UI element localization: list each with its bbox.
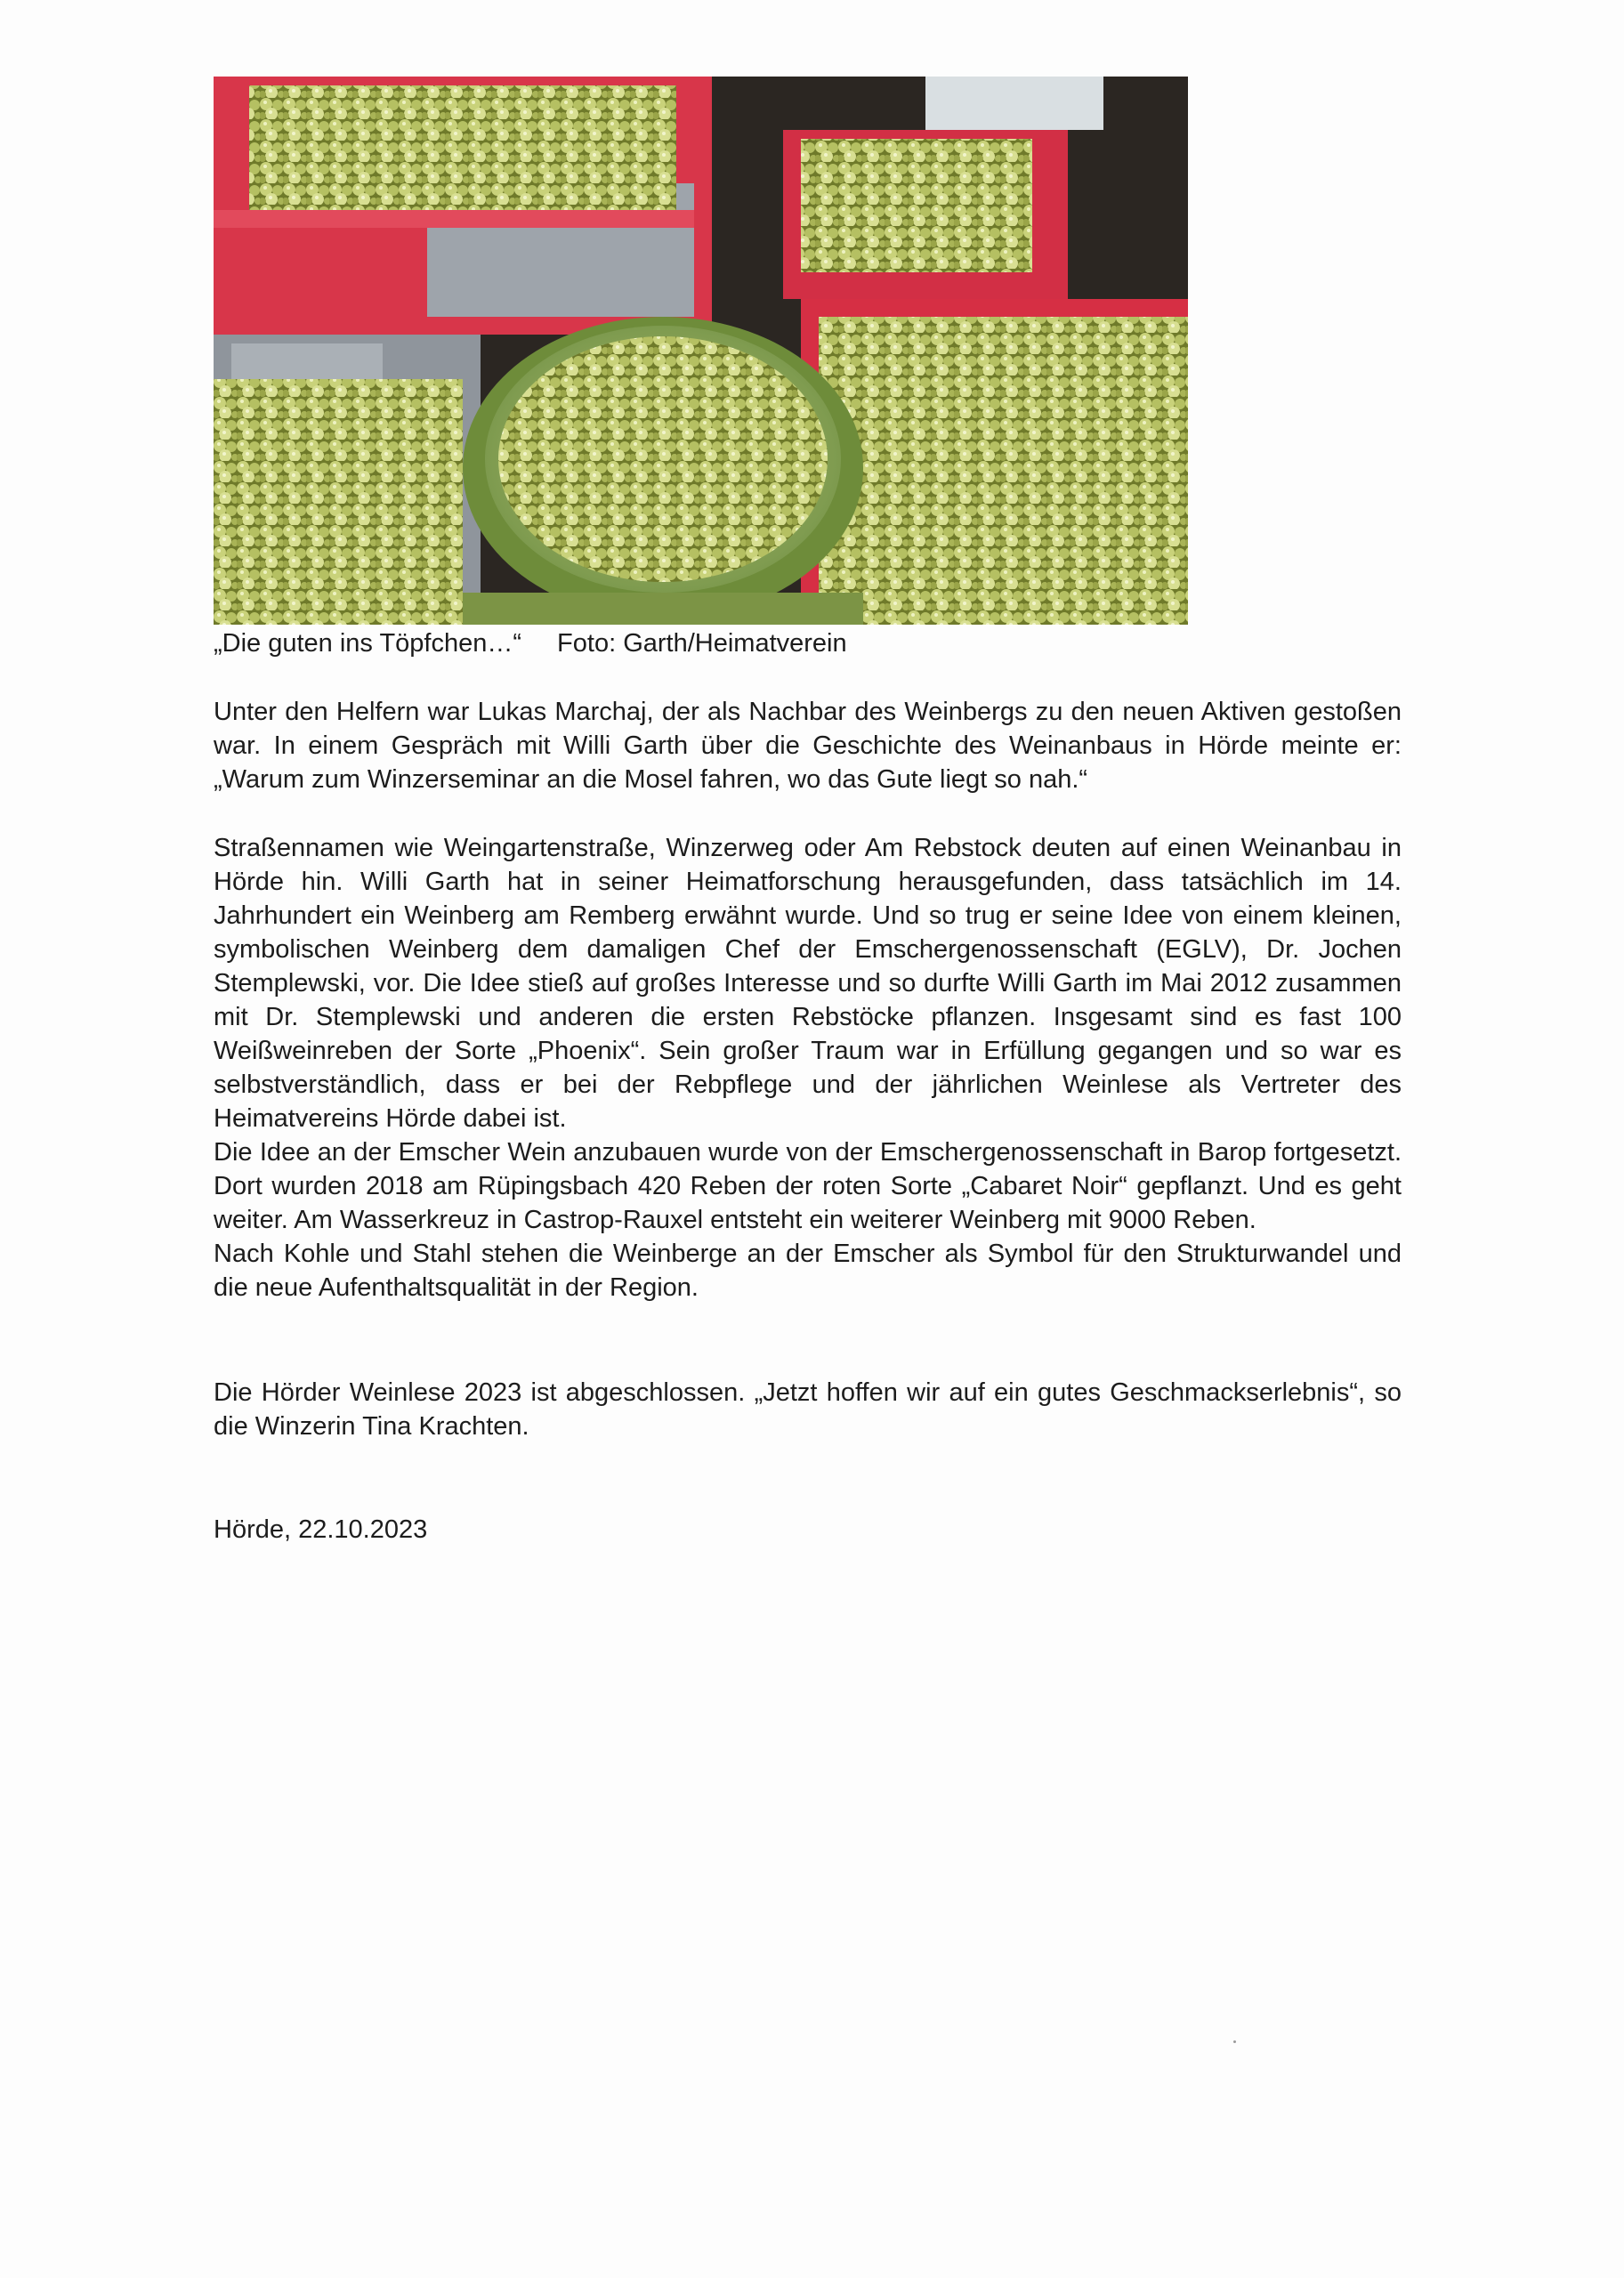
grape-crates-image [214, 77, 1188, 625]
article-history [214, 831, 1402, 1305]
article-closing [214, 1376, 1402, 1443]
caption-credit: Foto: Garth/Heimatverein [557, 629, 847, 658]
article-intro [214, 695, 1402, 796]
paragraph-harvest-complete: Die Hörder Weinlese 2023 ist abgeschlossen. „Jetzt hoffen wir auf ein gutes Geschmackserlebnis“, so die Winzerin Tina Krachten. [214, 1378, 1402, 1441]
dateline-text: Hörde, 22.10.2023 [214, 1515, 428, 1544]
paragraph-helpers: Unter den Helfern war Lukas Marchaj, der als Nachbar des Weinbergs zu den neuen Aktiven gestoßen war. In einem Gespräch mit Willi Garth über die Geschichte des Weinanbaus in Hörde meinte er: „Warum zum Winzerseminar an die Mosel fahren, wo das Gute liegt so nah.“ [214, 698, 1402, 794]
caption-quote: „Die guten ins Töpfchen…“ [214, 629, 522, 658]
photo-caption [214, 626, 847, 660]
paragraph-structural-change: Nach Kohle und Stahl stehen die Weinberge an der Emscher als Symbol für den Strukturwandel und die neue Aufenthaltsqualität in der Region. [214, 1240, 1402, 1302]
grape-harvest-photo [214, 77, 1188, 625]
paragraph-street-names: Straßennamen wie Weingartenstraße, Winzerweg oder Am Rebstock deuten auf einen Weinanbau in Hörde hin. Willi Garth hat in seiner Heimatforschung herausgefunden, dass tatsächlich im 14. Jahrhundert ein Weinberg am Remberg erwähnt wurde. Und so trug er seine Idee von einem kleinen, symbolischen Weinberg dem damaligen Chef der Emschergenossenschaft (EGLV), Dr. Jochen Stemplewski, vor. Die Idee stieß auf großes Interesse und so durfte Willi Garth im Mai 2012 zusammen mit Dr. Stemplewski und anderen die ersten Rebstöcke pflanzen. Insgesamt sind es fast 100 Weißweinreben der Sorte „Phoenix“. Sein großer Traum war in Erfüllung gegangen und so war es selbstverständlich, dass er bei der Rebpflege und der jährlichen Weinlese als Vertreter des Heimatvereins Hörde dabei ist. [214, 834, 1402, 1133]
dateline [214, 1513, 1402, 1547]
paragraph-barop: Die Idee an der Emscher Wein anzubauen wurde von der Emschergenossenschaft in Barop fortgesetzt. Dort wurden 2018 am Rüpingsbach 420 Reben der roten Sorte „Cabaret Noir“ gepflanzt. Und es geht weiter. Am Wasserkreuz in Castrop-Rauxel entsteht ein weiterer Weinberg mit 9000 Reben. [214, 1138, 1402, 1234]
scan-speck [1233, 2040, 1236, 2043]
